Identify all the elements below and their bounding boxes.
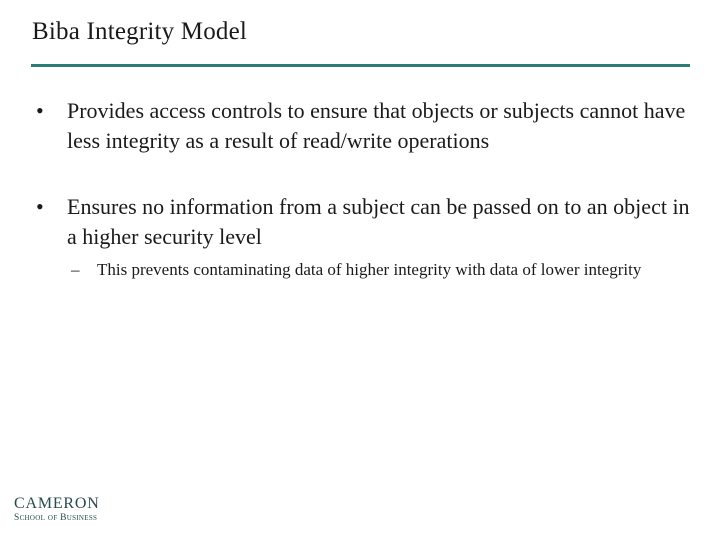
bullet-text: Ensures no information from a subject can be passed on to an object in a higher security level	[67, 194, 690, 249]
bullet-list	[36, 96, 696, 282]
bullet-item	[36, 192, 696, 252]
bullet-text: Provides access controls to ensure that objects or subjects cannot have less integrity as a result of read/write operations	[67, 98, 686, 153]
sub-bullet-item	[36, 258, 696, 282]
cameron-logo	[14, 496, 104, 532]
logo-name: CAMERON	[14, 495, 100, 512]
bullet-item	[36, 96, 696, 156]
bullet-marker: •	[36, 194, 44, 219]
sub-bullet-marker: –	[71, 260, 80, 279]
logo-tagline: School of Business	[14, 513, 98, 523]
bullet-marker: •	[36, 98, 44, 123]
slide-title: Biba Integrity Model	[32, 18, 248, 45]
sub-bullet-text: This prevents contaminating data of higher integrity with data of lower integrity	[97, 260, 642, 279]
title-divider	[31, 64, 690, 67]
